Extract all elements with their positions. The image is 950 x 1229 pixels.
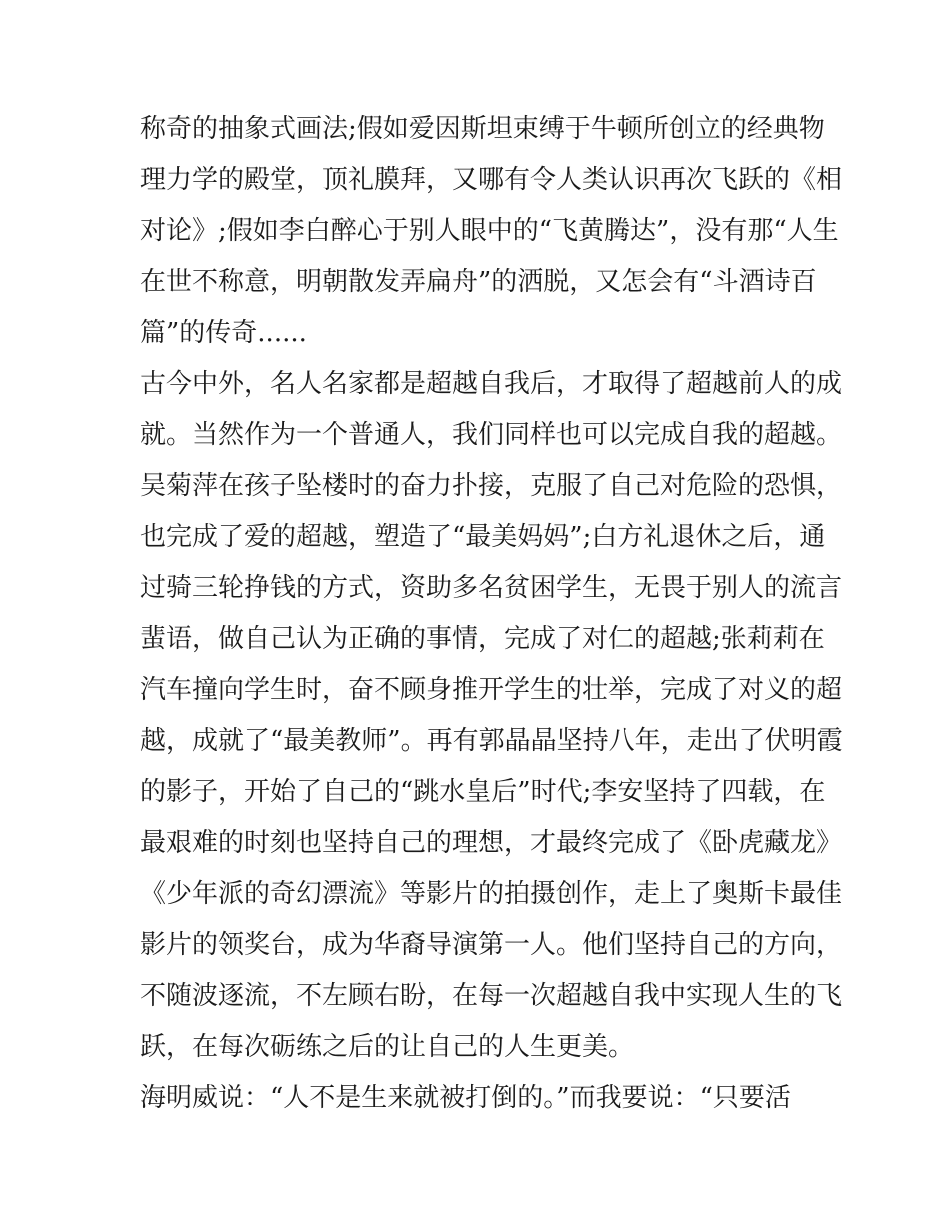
text-line: 篇”的传奇...... [140,318,307,348]
text-line: 过骑三轮挣钱的方式，资助多名贫困学生，无畏于别人的流言 [140,573,843,603]
text-line: 不随波逐流，不左顾右盼，在每一次超越自我中实现人生的飞 [140,981,843,1011]
text-line: 对论》;假如李白醉心于别人眼中的“飞黄腾达”，没有那“人生 [140,216,839,246]
text-line: 在世不称意，明朝散发弄扁舟”的洒脱，又怎会有“斗酒诗百 [140,267,817,297]
text-line: 跃，在每次砺练之后的让自己的人生更美。 [140,1032,635,1062]
text-line: 最艰难的时刻也坚持自己的理想，才最终完成了《卧虎藏龙》 [140,828,843,858]
text-line: 蜚语，做自己认为正确的事情，完成了对仁的超越;张莉莉在 [140,624,825,654]
text-line: 越，成就了“最美教师”。再有郭晶晶坚持八年，走出了伏明霞 [140,726,843,756]
text-line: 的影子，开始了自己的“跳水皇后”时代;李安坚持了四载，在 [140,777,826,807]
text-line: 称奇的抽象式画法;假如爱因斯坦束缚于牛顿所创立的经典物 [140,114,825,144]
body-text [140,110,843,1130]
text-line: 吴菊萍在孩子坠楼时的奋力扑接，克服了自己对危险的恐惧， [140,471,843,501]
text-line: 汽车撞向学生时，奋不顾身推开学生的壮举，完成了对义的超 [140,675,843,705]
text-line: 《少年派的奇幻漂流》等影片的拍摄创作，走上了奥斯卡最佳 [140,879,843,909]
text-line: 就。当然作为一个普通人，我们同样也可以完成自我的超越。 [140,420,843,450]
text-line: 理力学的殿堂，顶礼膜拜，又哪有令人类认识再次飞跃的《相 [140,165,843,195]
text-line: 也完成了爱的超越，塑造了“最美妈妈”;白方礼退休之后，通 [140,522,826,552]
text-line: 古今中外，名人名家都是超越自我后，才取得了超越前人的成 [140,369,843,399]
text-line: 海明威说：“人不是生来就被打倒的。”而我要说：“只要活 [140,1083,791,1113]
text-line: 影片的领奖台，成为华裔导演第一人。他们坚持自己的方向， [140,930,843,960]
